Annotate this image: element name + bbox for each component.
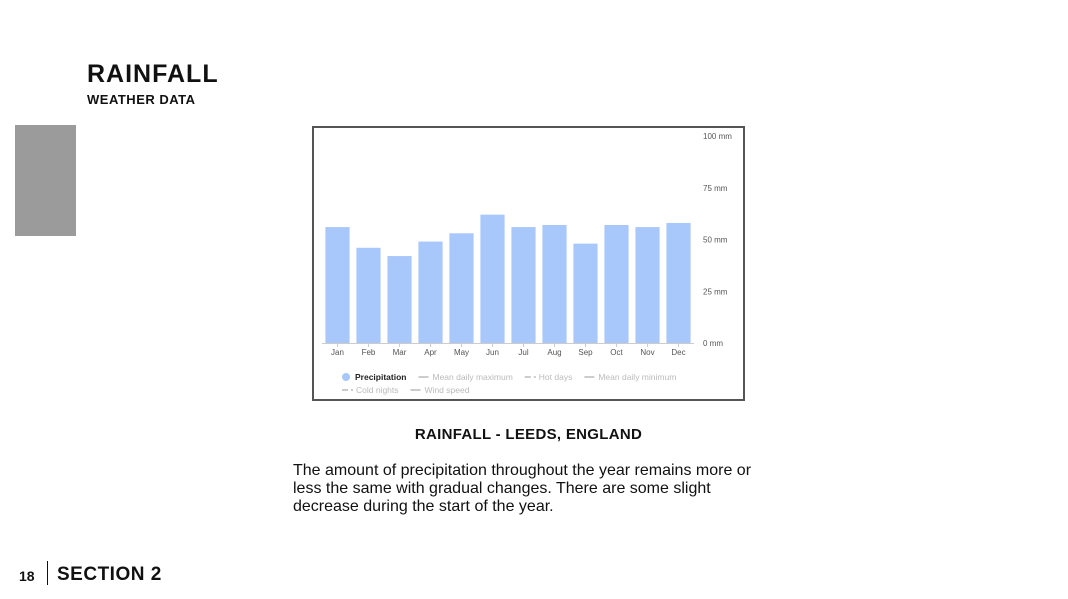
chart-svg <box>314 128 743 399</box>
page-number: 18 <box>19 568 35 584</box>
bar-may <box>449 233 473 343</box>
bar-sep <box>573 244 597 343</box>
x-tick-label: Dec <box>671 348 686 357</box>
bar-dec <box>666 223 690 343</box>
x-tick-label: Mar <box>392 348 407 357</box>
section-label: SECTION 2 <box>57 564 162 585</box>
bar-apr <box>418 242 442 343</box>
bar-jun <box>480 215 504 343</box>
legend-label: Precipitation <box>355 372 407 382</box>
page-subtitle: WEATHER DATA <box>87 92 196 107</box>
x-tick-label: Apr <box>424 348 437 357</box>
y-tick-label: 25 mm <box>703 287 728 297</box>
legend-label: Wind speed <box>424 385 470 395</box>
bar-nov <box>635 227 659 343</box>
x-tick-label: Sep <box>578 348 593 357</box>
legend-label: Hot days <box>538 372 573 382</box>
legend-label: Mean daily maximum <box>432 372 513 382</box>
bar-feb <box>356 248 380 343</box>
y-tick-label: 100 mm <box>703 132 732 141</box>
bar-mar <box>387 256 411 343</box>
y-tick-label: 0 mm <box>703 339 723 348</box>
page-title: RAINFALL <box>87 60 219 88</box>
x-tick-label: Feb <box>361 348 376 357</box>
x-tick-label: Jun <box>486 348 499 357</box>
x-tick-label: Aug <box>547 348 562 357</box>
legend-label: Cold nights <box>356 385 399 395</box>
legend-label: Mean daily minimum <box>598 372 677 382</box>
bar-aug <box>542 225 566 343</box>
bar-jul <box>511 227 535 343</box>
x-tick-label: Oct <box>610 348 623 357</box>
footer-divider <box>47 561 48 585</box>
chart-caption: RAINFALL - LEEDS, ENGLAND <box>414 426 643 443</box>
bars-layer <box>325 215 690 343</box>
bar-oct <box>604 225 628 343</box>
legend-layer <box>342 372 676 395</box>
y-tick-label: 75 mm <box>703 183 728 193</box>
bar-jan <box>325 227 349 343</box>
chart-description: The amount of precipitation throughout the year remains more or less the same with gradual changes. There are some slight decrease during the start of the year. <box>293 462 752 515</box>
x-tick-label: Jul <box>518 348 529 357</box>
decorative-block <box>15 125 76 236</box>
x-tick-label: May <box>453 348 470 357</box>
y-tick-label: 50 mm <box>703 235 728 245</box>
legend-marker-dot <box>342 373 350 381</box>
rainfall-chart <box>312 126 745 401</box>
x-tick-label: Nov <box>640 348 655 357</box>
x-tick-label: Jan <box>331 348 344 357</box>
